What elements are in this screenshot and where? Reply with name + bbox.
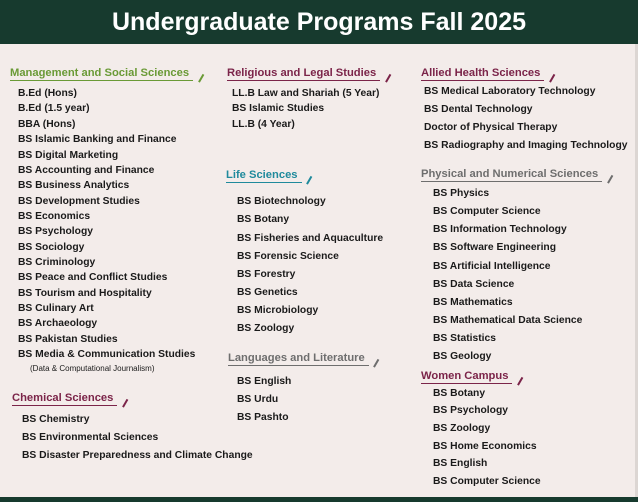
program-item: BS Economics xyxy=(18,211,91,222)
program-item: BS Digital Marketing xyxy=(18,150,119,161)
program-item: BS Psychology xyxy=(433,405,508,416)
program-item: B.Ed (Hons) xyxy=(18,88,77,99)
program-note: (Data & Computational Journalism) xyxy=(30,364,155,373)
page-title: Undergraduate Programs Fall 2025 xyxy=(0,0,638,44)
program-item: BS Islamic Banking and Finance xyxy=(18,134,177,145)
program-item: BS Islamic Studies xyxy=(232,103,325,114)
program-item: BS Mathematical Data Science xyxy=(433,315,583,326)
program-item: BS Forestry xyxy=(237,269,296,280)
heading-life: Life Sciences xyxy=(226,169,302,183)
program-item: BS Artificial Intelligence xyxy=(433,261,551,272)
program-item: BS Development Studies xyxy=(18,196,140,207)
program-item: BS Microbiology xyxy=(237,305,319,316)
program-item: BS Pashto xyxy=(237,412,289,423)
program-item: BS Medical Laboratory Technology xyxy=(424,86,596,97)
program-item: BS Culinary Art xyxy=(18,303,94,314)
footer-bar xyxy=(0,497,638,502)
program-item: BS Radiography and Imaging Technology xyxy=(424,140,628,151)
program-item: LL.B Law and Shariah (5 Year) xyxy=(232,88,380,99)
heading-chemical: Chemical Sciences xyxy=(12,392,117,406)
program-item: BS Psychology xyxy=(18,226,93,237)
program-item: BS Mathematics xyxy=(433,297,513,308)
program-item: BS Archaeology xyxy=(18,318,98,329)
program-item: BS Information Technology xyxy=(433,224,567,235)
program-item: BS Zoology xyxy=(433,423,491,434)
program-item: BS English xyxy=(433,458,488,469)
program-item: BS Sociology xyxy=(18,242,85,253)
program-item: BS Disaster Preparedness and Climate Change xyxy=(22,450,253,461)
program-item: BS Environmental Sciences xyxy=(22,432,159,443)
program-item: BS Computer Science xyxy=(433,476,541,487)
program-item: BS Criminology xyxy=(18,257,96,268)
program-item: BS Zoology xyxy=(237,323,295,334)
program-item: BS Statistics xyxy=(433,333,496,344)
program-item: BS Home Economics xyxy=(433,441,537,452)
heading-management: Management and Social Sciences xyxy=(10,67,193,81)
program-item: BS Geology xyxy=(433,351,492,362)
program-item: BS Botany xyxy=(433,388,486,399)
program-item: BS Computer Science xyxy=(433,206,541,217)
program-item: BS Physics xyxy=(433,188,490,199)
program-item: Doctor of Physical Therapy xyxy=(424,122,558,133)
heading-languages: Languages and Literature xyxy=(228,352,369,366)
program-item: BS English xyxy=(237,376,292,387)
program-item: BS Dental Technology xyxy=(424,104,533,115)
program-item: BS Urdu xyxy=(237,394,279,405)
program-item: BS Business Analytics xyxy=(18,180,130,191)
program-item: BS Peace and Conflict Studies xyxy=(18,272,168,283)
program-item: BS Media & Communication Studies xyxy=(18,349,196,360)
program-item: LL.B (4 Year) xyxy=(232,119,295,130)
heading-physical: Physical and Numerical Sciences xyxy=(421,168,602,182)
program-item: BS Forensic Science xyxy=(237,251,339,262)
program-item: BS Chemistry xyxy=(22,414,90,425)
program-item: BS Software Engineering xyxy=(433,242,557,253)
program-item: BS Botany xyxy=(237,214,290,225)
program-item: BS Fisheries and Aquaculture xyxy=(237,233,384,244)
program-item: B.Ed (1.5 year) xyxy=(18,103,90,114)
program-item: BS Tourism and Hospitality xyxy=(18,288,152,299)
program-item: BS Biotechnology xyxy=(237,196,326,207)
program-item: BS Genetics xyxy=(237,287,298,298)
heading-allied: Allied Health Sciences xyxy=(421,67,544,81)
heading-women: Women Campus xyxy=(421,370,512,384)
program-item: BS Accounting and Finance xyxy=(18,165,155,176)
program-item: BS Data Science xyxy=(433,279,515,290)
program-item: BBA (Hons) xyxy=(18,119,76,130)
program-item: BS Pakistan Studies xyxy=(18,334,118,345)
heading-religious: Religious and Legal Studies xyxy=(227,67,380,81)
